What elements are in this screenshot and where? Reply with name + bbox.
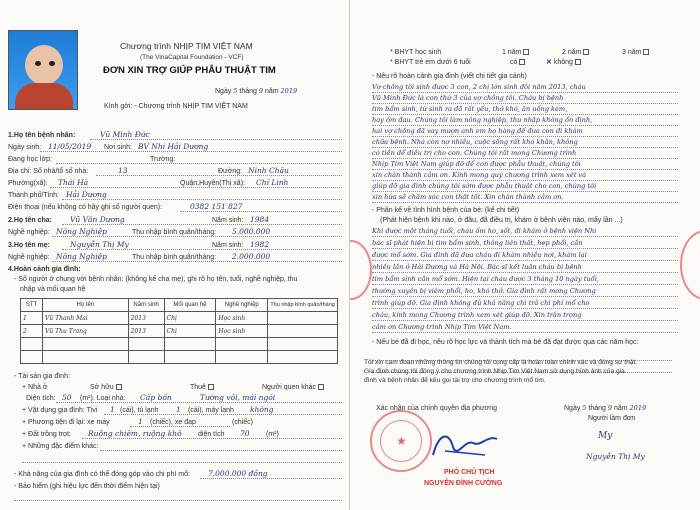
bike-label: (chiếc), xe đạp — [150, 419, 196, 426]
cell-income — [268, 325, 338, 338]
handwritten-line: nhiều lần ở Hải Dương và Hà Nội. Bác sĩ kết luận cháu bị bệnh — [372, 263, 582, 271]
handwritten-line: Vũ Minh Đức là con thứ 3 của vợ chồng tôi. Cháu bị bệnh — [372, 94, 564, 102]
birthplace-value: BV Nhi Hải Dương — [138, 142, 209, 151]
transport-label: + Phương tiện đi lại: xe máy — [22, 419, 110, 426]
eye-left — [35, 61, 41, 66]
dotted-line — [372, 248, 678, 249]
other-checkbox — [318, 384, 324, 390]
bhyt-opt-1: 1 năm — [502, 48, 529, 57]
applicant-signature: My — [598, 431, 613, 441]
tv-value: 1 — [110, 405, 115, 414]
dob-label: Ngày sinh: — [8, 144, 42, 151]
col-year: Năm sinh — [128, 299, 164, 312]
dotted-line — [130, 426, 230, 427]
fan-value: không — [250, 405, 274, 414]
handwritten-line: xin hứa sẽ chăm sóc con thật tốt. Xin chân thành cảm ơn. — [372, 193, 564, 201]
baby-face — [25, 45, 63, 85]
fridge-label: (cái), tủ lạnh — [120, 407, 159, 414]
mother-job-value: Nông Nghiệp — [56, 252, 107, 261]
dotted-line — [372, 147, 678, 148]
area-label: Diện tích: — [26, 395, 56, 402]
table-row — [21, 338, 338, 351]
dotted-line — [372, 114, 678, 115]
cell-income — [268, 351, 338, 364]
rent-option: Thuê — [190, 383, 214, 392]
dotted-line — [372, 296, 678, 297]
land-unit: (m²) — [266, 431, 279, 438]
land-value: Ruộng chiêm, ruộng khô — [88, 429, 182, 438]
handwritten-line: cháu, kính mong Chương trình xem xét giúp đỡ. Xin trân trọng — [372, 311, 582, 319]
handwritten-line: cảm ơn Chương trình Nhịp Tim Việt Nam. — [372, 323, 512, 331]
left-edge-seal — [350, 240, 372, 300]
patient-name-value: Vũ Minh Đức — [100, 130, 150, 139]
bhyt-no: ✕ không — [546, 58, 581, 67]
handwritten-line: Nhịp Tim Việt Nam giúp đỡ để con được phẫu thuật, chúng tôi — [372, 160, 581, 168]
land-area-label: diện tích — [198, 431, 225, 438]
handwritten-line: thường xuyên bị viêm phổi, ho, khó thở. Gia đình rất mong Chương — [372, 287, 596, 295]
street-label: Đường: — [218, 168, 243, 175]
mother-income-label: Thu nhập bình quân/tháng: — [132, 254, 217, 261]
handwritten-line: trình giúp đỡ. Gia đình không đủ khả năng chi trả chi phí mổ cho — [372, 299, 590, 307]
checkbox-1-year — [523, 49, 529, 55]
handwritten-line: có tiền để điều trị cho con. Chúng tôi rất mong Chương trình — [372, 149, 577, 157]
bhyt-yes: có — [510, 58, 525, 67]
health-label: - Phần kể về tình hình bệnh của bé: (kể chi tiết) — [372, 207, 520, 214]
school-label: Trường: — [150, 156, 176, 163]
handwritten-line: giúp đỡ gia đình chúng tôi sớm được phẫu thuật cho con, chúng tôi — [372, 182, 597, 190]
dotted-line — [62, 249, 342, 250]
date-line: Ngày 5 tháng 9 năm 2019 — [215, 87, 298, 95]
commitment-line-1: Tôi xin cam đoan những thông tin chúng tôi cung cấp là hoàn toàn chính xác và đúng sự thật. — [364, 359, 638, 366]
table-header-row — [21, 299, 338, 312]
father-name-label: 2.Họ tên cha: — [8, 217, 52, 224]
dotted-line — [372, 169, 678, 170]
area-unit: (m²). Loại nhà: — [80, 395, 126, 402]
dotted-line — [52, 261, 342, 262]
insurance-label: - Bảo hiểm (ghi hiệu lực đến thời điểm hiện tại) — [14, 483, 160, 490]
cell-stt: 2 — [21, 325, 43, 338]
form-title: ĐƠN XIN TRỢ GIÚP PHẪU THUẬT TIM — [103, 65, 276, 76]
baby-shirt — [15, 83, 73, 110]
house-type-detail: Tường vôi, mái ngói — [200, 393, 276, 402]
dotted-line — [372, 308, 678, 309]
handwritten-line: Vợ chồng tôi sinh được 3 con, 2 chị lớn sinh đôi năm 2013, cháu — [372, 83, 586, 91]
eye-right — [49, 61, 55, 66]
dotted-line — [62, 199, 342, 200]
handwritten-line: hai vợ chồng đã vay mượn anh em họ hàng để đưa con đi khám — [372, 127, 583, 135]
contribution-value: 7.000.000 đồng — [208, 469, 268, 478]
dotted-line — [40, 151, 342, 152]
table-row — [21, 325, 338, 338]
own-option: Sở hữu — [90, 383, 122, 392]
father-income-label: Thu nhập bình quân/tháng: — [132, 229, 217, 236]
handwritten-line: bác sĩ phát hiện bị tim bẩm sinh, thông liên thất, hẹp phổi, cần — [372, 239, 583, 247]
commitment-line-3: đình và bệnh nhân để kêu gọi tài trợ cho chương trình mổ tim. — [364, 377, 546, 384]
dotted-line — [82, 438, 342, 439]
official-seal — [370, 410, 432, 472]
cell-name: Vũ Thanh Mai — [42, 312, 128, 325]
official-name: NGUYỄN ĐÌNH CƯỜNG — [424, 480, 503, 487]
cell-income — [268, 338, 338, 351]
form-page-2 — [350, 0, 700, 510]
dotted-line — [62, 224, 342, 225]
father-name-value: Vũ Văn Dương — [70, 215, 125, 224]
handwritten-line: tim bẩm sinh, từ sinh ra đã rất yếu, thở khó, ăn uống kém, — [372, 105, 568, 113]
dotted-line — [372, 284, 678, 285]
father-job-label: Nghề nghiệp: — [8, 229, 50, 236]
cell-name — [42, 351, 128, 364]
checkbox-yes — [519, 59, 525, 65]
dotted-line — [372, 260, 678, 261]
checkbox-3-year — [643, 49, 649, 55]
dotted-line — [372, 158, 678, 159]
official-title: PHÓ CHỦ TỊCH — [444, 469, 495, 476]
dotted-line — [200, 478, 342, 479]
dotted-line — [52, 236, 342, 237]
moto-value: 1 — [138, 417, 143, 426]
family-members-table — [20, 298, 338, 364]
dotted-line — [372, 202, 678, 203]
bike-unit: (chiếc) — [232, 419, 254, 426]
family-section-label: 4.Hoàn cảnh gia đình: — [8, 266, 81, 273]
district-label: Quận,Huyện(Thị xã): — [180, 180, 245, 187]
dotted-line — [372, 332, 678, 333]
cell-job — [216, 338, 268, 351]
col-income: Thu nhập bình quân/tháng — [268, 299, 338, 312]
mother-name-value: Nguyễn Thị My — [70, 240, 129, 249]
address-value: 13 — [118, 166, 128, 175]
fan-label: (cái), máy lạnh — [188, 407, 234, 414]
mother-name-label: 3.Họ tên mẹ: — [8, 242, 51, 249]
dotted-line — [372, 103, 678, 104]
recipient-line: Kính gởi: - Chương trình NHỊP TIM VIỆT NAM — [104, 103, 248, 110]
cell-year: 2013 — [128, 325, 164, 338]
mother-year-value: 1982 — [250, 240, 270, 249]
father-job-value: Nông Nghiệp — [56, 227, 107, 236]
father-year-label: Năm sinh: — [212, 217, 244, 224]
checkbox-no — [575, 59, 581, 65]
sign-date: Ngày 5 tháng 9 năm 2019 — [564, 404, 647, 412]
dotted-line — [372, 92, 678, 93]
dotted-line — [56, 402, 342, 403]
other-features-label: + Những đặc điểm khác: — [22, 443, 99, 450]
ward-value: Thái Hà — [58, 178, 89, 187]
dotted-line — [14, 500, 342, 501]
dotted-line — [372, 236, 678, 237]
handwritten-line: tim bẩm sinh cần mổ sớm. Hiện tại cháu được 3 tháng 10 ngày tuổi, — [372, 275, 599, 283]
handwritten-line: chữa bệnh. Nhà còn nợ nhiều, cuộc sống rất khó khăn, không — [372, 138, 578, 146]
dotted-line — [22, 462, 342, 463]
dotted-line — [50, 187, 342, 188]
family-desc-1: - Số người ở chung với bệnh nhân: (không kể cha mẹ), ghi rõ họ tên, tuổi, nghề nghiệp, thu — [14, 276, 298, 283]
bhyt-opt-2: 2 năm — [562, 48, 589, 57]
cell-stt: 1 — [21, 312, 43, 325]
items-label: + Vật dụng gia đình: Tivi — [22, 407, 98, 414]
local-confirmation-label: Xác nhận của chính quyền địa phương — [376, 405, 497, 412]
dotted-line — [372, 191, 678, 192]
street-value: Ninh Châu — [248, 166, 289, 175]
dotted-line — [180, 211, 342, 212]
cell-stt — [21, 338, 43, 351]
dotted-line — [90, 139, 342, 140]
mother-year-label: Năm sinh: — [212, 242, 244, 249]
edge-seal — [680, 230, 700, 300]
handwritten-line: Khi được một tháng tuổi, cháu ốm ho, sốt, đi khám ở bệnh viện Nhi — [372, 227, 597, 235]
official-signature — [425, 425, 505, 465]
province-label: Thành phố/Tỉnh: — [8, 192, 59, 199]
cell-name: Vũ Thu Trang — [42, 325, 128, 338]
reason-label: - Nêu rõ hoàn cảnh gia đình (viết chi tiết gia cảnh) — [372, 73, 527, 80]
table-row — [21, 312, 338, 325]
cell-year: 2013 — [128, 312, 164, 325]
ward-label: Phường(xã): — [8, 180, 48, 187]
dotted-line — [372, 136, 678, 137]
cell-income — [268, 312, 338, 325]
col-name: Họ tên — [42, 299, 128, 312]
cell-name — [42, 338, 128, 351]
phone-value: 0382 151 827 — [190, 202, 243, 211]
family-desc-2: nhập và mối quan hệ — [20, 286, 86, 293]
patient-name-label: 1.Họ tên bệnh nhân: — [8, 132, 76, 139]
bhyt-opt-3: 3 năm — [622, 48, 649, 57]
fridge-value: 1 — [176, 405, 181, 414]
assets-label: - Tài sản gia đình: — [14, 373, 70, 380]
patient-photo — [8, 30, 78, 110]
cell-stt — [21, 351, 43, 364]
phone-label: Điện thoại (nếu không có hãy ghi số người quen): — [8, 204, 163, 211]
dotted-line — [96, 175, 342, 176]
cell-year — [128, 338, 164, 351]
dob-value: 11/05/2019 — [48, 142, 92, 151]
mother-job-label: Nghề nghiệp: — [8, 254, 50, 261]
father-year-value: 1984 — [250, 215, 270, 224]
seal-star-icon: ★ — [396, 434, 407, 448]
address-label: Địa chỉ: Số nhà/tổ số nhà: — [8, 168, 89, 175]
cell-job: Học sinh — [216, 312, 268, 325]
dotted-line — [372, 180, 678, 181]
mother-income-value: 2.000.000 — [232, 252, 271, 261]
cell-relation — [164, 338, 216, 351]
dotted-line — [372, 272, 678, 273]
foundation-name: (The VinaCapital Foundation - VCF) — [140, 54, 244, 61]
health-desc: (Phát hiện bệnh khi nào, ở đâu, đã điều trị, khám ở bệnh viện nào, mấy lần ...) — [380, 217, 623, 224]
province-value: Hải Dương — [66, 190, 107, 199]
dotted-line — [100, 450, 342, 451]
district-value: Chí Linh — [256, 178, 289, 187]
own-checkbox — [116, 384, 122, 390]
handwritten-line: được mổ sớm. Gia đình đã đưa cháu đi khám nhiều nơi, khám lại — [372, 251, 587, 259]
father-income-value: 5.000.000 — [232, 227, 271, 236]
cell-year — [128, 351, 164, 364]
rent-checkbox — [208, 384, 214, 390]
bhyt-student-label: * BHYT học sinh — [390, 49, 442, 56]
cell-relation: Chị — [164, 312, 216, 325]
area-value: 50 — [62, 393, 72, 402]
house-type-value: Cấp bốn — [140, 393, 172, 402]
handwritten-line: xin chân thành cảm ơn. Kính mong quý chương trình xem xét và — [372, 171, 587, 179]
cell-job: Học sinh — [216, 325, 268, 338]
col-relation: Mối quan hệ — [164, 299, 216, 312]
commitment-line-2: Gia đình chúng tôi đồng ý cho chương trình Nhịp Tim Việt Nam sử dụng hình ảnh của gia — [364, 368, 625, 375]
col-stt: STT — [21, 299, 43, 312]
col-job: Nghề nghiệp — [216, 299, 268, 312]
birthplace-label: Nơi sinh: — [104, 144, 132, 151]
land-area-value: 70 — [240, 429, 250, 438]
contribution-label: - Khả năng của gia đình có thể đóng góp vào chi phí mổ: — [14, 471, 190, 478]
school-achievement-label: - Nếu bé đã đi học, nêu rõ học lực và thành tích mà bé đã đạt được qua các năm học: — [372, 339, 639, 346]
dotted-line — [104, 414, 342, 415]
cell-job — [216, 351, 268, 364]
applicant-name: Nguyễn Thị My — [586, 452, 645, 461]
dotted-line — [372, 320, 678, 321]
bhyt-child-label: * BHYT trẻ em dưới 6 tuổi — [390, 59, 471, 66]
cell-relation: Chị — [164, 325, 216, 338]
table-row — [21, 351, 338, 364]
land-label: + Đất trồng trọt: — [22, 431, 71, 438]
grade-label: Đang học lớp: — [8, 156, 52, 163]
handwritten-line: hay ốm đau. Chúng tôi làm nông nghiệp, thu nhập không ổn định, — [372, 116, 593, 124]
other-option: Người quen khác — [262, 383, 324, 392]
house-label: + Nhà ở — [22, 384, 48, 391]
program-name: Chương trình NHỊP TIM VIỆT NAM — [120, 41, 253, 51]
cell-relation — [164, 351, 216, 364]
dotted-line — [372, 125, 678, 126]
applicant-label: Người làm đơn — [588, 415, 636, 422]
dotted-line — [56, 163, 342, 164]
checkbox-2-year — [583, 49, 589, 55]
